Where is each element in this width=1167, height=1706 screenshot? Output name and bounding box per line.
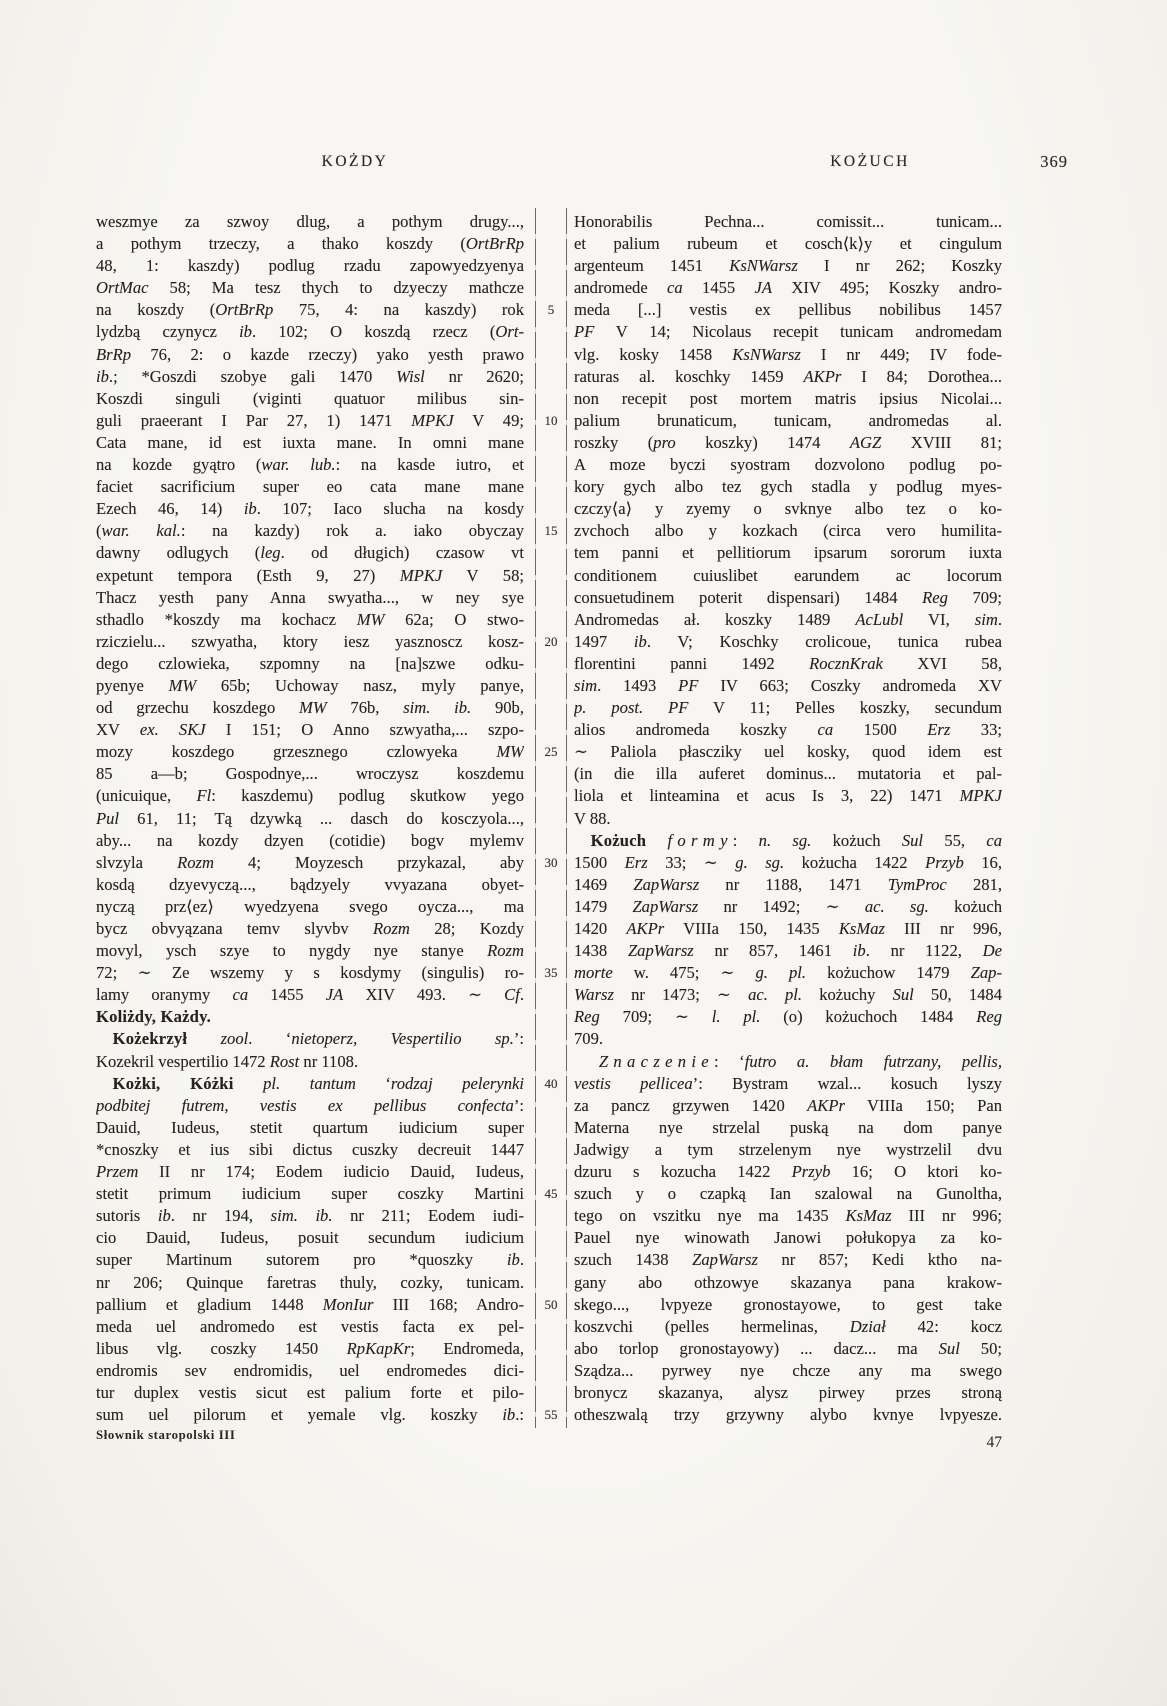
text-line: Ezech 46, 14) ib. 107; Iaco slucha na kosdy: [96, 499, 524, 519]
text-line: Kożekrzył zool. ‘nietoperz, Vespertilio sp.’:: [112, 1029, 524, 1049]
text-line: gany abo othzowye skazanya pana krakow-: [574, 1272, 1002, 1292]
text-line: morte w. 475; ∼ g. pl. kożuchow 1479 Zap-: [574, 963, 1002, 983]
text-line: weszmye za szwoy dlug, a pothym drugy...,: [96, 212, 524, 231]
text-line: conditionem cuiuslibet earundem ac locorum: [574, 565, 1002, 585]
text-line: XV ex. SKJ I 151; O Anno szwyatha,... szpo-: [96, 720, 524, 740]
text-line: aby... na kozdy dzyen (cotidie) bogv mylemv: [96, 830, 524, 850]
text-line: non recepit post mortem matris ipsius Nicolai...: [574, 388, 1002, 408]
text-line: bronycz skazanya, alysz pirwey przes stroną: [574, 1382, 1002, 1402]
text-line: faciet sacrificium super eo cata mane mane: [96, 477, 524, 497]
text-line: nr 206; Quinque faretras thuly, cozky, tunicam.: [96, 1272, 524, 1292]
text-line: zvchoch albo y kozkach (circa vero humilita-: [574, 521, 1002, 541]
text-line: vlg. kosky 1458 KsNWarsz I nr 449; IV fode-: [574, 344, 1002, 364]
text-line: Pauel nye winowath Janowi połukopya za ko-: [574, 1228, 1002, 1248]
column-left: [96, 211, 524, 1426]
text-line: rziczielu... szwyatha, ktory iesz yasznoscz kosz-: [96, 631, 524, 651]
text-line: lamy oranymy ca 1455 JA XIV 493. ∼ Cf.: [96, 985, 524, 1005]
text-line: na kozde gyątro (war. lub.: na kasde iutro, et: [96, 455, 524, 475]
text-line: ib.; *Goszdi szobye gali 1470 Wisl nr 2620;: [96, 366, 524, 386]
text-line: pyenye MW 65b; Uchoway nasz, myly panye,: [96, 675, 524, 695]
text-line: endromis sev endromidis, uel endromedes dici-: [96, 1360, 524, 1380]
running-head-left: KOŻDY: [321, 153, 389, 170]
text-line: podbitej futrem, vestis ex pellibus confecta’:: [96, 1095, 524, 1115]
text-line: dego czlowieka, szpomny na [na]szwe odku-: [96, 653, 524, 673]
text-line: Sządza... pyrwey nye chcze any ma swego: [574, 1360, 1002, 1380]
text-line: (unicuique, Fl: kaszdemu) podlug skutkow yego: [96, 786, 524, 806]
text-line: Koszdi singuli (viginti quatuor milibus sin-: [96, 388, 524, 408]
text-line: kory gych albo tez gych stadla y podlug myes-: [574, 477, 1002, 497]
text-line: *cnoszky et ius sibi dictus cuszky decreuit 1447: [96, 1139, 524, 1159]
text-line: sthadlo *koszdy ma kochacz MW 62a; O stwo-: [96, 609, 524, 629]
line-number: 25: [544, 744, 558, 760]
text-line: 1497 ib. V; Koschky crolicoue, tunica rubea: [574, 631, 1002, 651]
gutter-line-numbers: [536, 211, 566, 1431]
text-line: Koliżdy, Każdy.: [96, 1007, 212, 1027]
text-line: Andromedas ał. koszky 1489 AcLubl VI, sim.: [574, 609, 1002, 629]
text-line: 48, 1: kaszdy) podlug rzadu zapowyedzyenya: [96, 256, 524, 276]
text-line: 1500 Erz 33; ∼ g. sg. kożucha 1422 Przyb 16,: [574, 852, 1002, 872]
text-line: (war. kal.: na kazdy) rok a. iako obyczay: [96, 521, 524, 541]
text-line: argenteum 1451 KsNWarsz I nr 262; Koszky: [574, 256, 1002, 276]
text-line: A moze byczi syostram dozvolono podlug po-: [574, 455, 1002, 475]
text-line: vestis pellicea’: Bystram wzal... kosuch lyszy: [574, 1073, 1002, 1093]
text-line: Pul 61, 11; Tą dzywką ... dasch do kosczyola...,: [96, 808, 524, 828]
text-line: 1469 ZapWarsz nr 1188, 1471 TymProc 281,: [574, 874, 1002, 894]
text-line: abo torlop gronostayowy) ... dacz... ma Sul 50;: [574, 1338, 1002, 1358]
line-number: 30: [544, 854, 558, 870]
text-line: OrtMac 58; Ma tesz thych to dzyeczy mathcze: [96, 278, 524, 298]
line-number: 50: [544, 1296, 558, 1312]
text-line: kosdą dzyevyczą..., bądzyely vvyazana obyet-: [96, 874, 524, 894]
text-line: ∼ Paliola płascziky uel kosky, quod idem est: [574, 742, 1002, 762]
text-line: (in die illa auferet dominus... mutatoria et pal-: [574, 764, 1002, 784]
text-line: BrRp 76, 2: o kazde rzeczy) yako yesth prawo: [96, 344, 524, 364]
text-line: 1479 ZapWarsz nr 1492; ∼ ac. sg. kożuch: [574, 896, 1002, 916]
line-number: 35: [544, 965, 558, 981]
line-number: 20: [544, 633, 558, 649]
text-line: cio Dauid, Iudeus, posuit secundum iudicium: [96, 1228, 524, 1248]
text-line: consuetudinem poterit dispensari) 1484 Reg 709;: [574, 587, 1002, 607]
text-line: Warsz nr 1473; ∼ ac. pl. kożuchy Sul 50, 1484: [574, 985, 1002, 1005]
text-line: koszvchi (pelles hermelinas, Dział 42: kocz: [574, 1316, 1002, 1336]
text-line: meda [...] vestis ex pellibus nobilibus 1457: [574, 300, 1002, 320]
line-number: 55: [544, 1407, 558, 1423]
text-line: palium brunaticum, tunicam, andromedas al.: [574, 410, 1002, 430]
text-line: andromede ca 1455 JA XIV 495; Koszky andro-: [574, 278, 1002, 298]
text-line: dzuru s kozucha 1422 Przyb 16; O ktori ko-: [574, 1162, 1002, 1182]
text-line: od grzechu koszdego MW 76b, sim. ib. 90b,: [96, 698, 524, 718]
text-line: roszky (pro koszky) 1474 AGZ XVIII 81;: [574, 432, 1002, 452]
line-number: 5: [547, 302, 555, 318]
running-head-right: KOŻUCH: [830, 153, 910, 170]
text-line: czczy⟨a⟩ y zyemy o svknye albo tez o ko-: [574, 499, 1002, 519]
text-line: tem panni et pellitiorum ipsarum sororum iuxta: [574, 543, 1002, 563]
text-line: dawny odlugych (leg. od długich) czasow vt: [96, 543, 524, 563]
text-line: Honorabilis Pechna... comissit... tunicam...: [574, 212, 1002, 231]
text-line: raturas al. koschky 1459 AKPr I 84; Dorothea...: [574, 366, 1002, 386]
footer-sheet-number: 47: [986, 1434, 1002, 1451]
text-line: florentini panni 1492 RocznKrak XVI 58,: [574, 653, 1002, 673]
text-line: Kozekril vespertilio 1472 Rost nr 1108.: [96, 1051, 359, 1071]
text-line: za pancz grzywen 1420 AKPr VIIIa 150; Pan: [574, 1095, 1002, 1115]
text-line: nyczą prz⟨ez⟩ wyedzyena svego oycza..., ma: [96, 896, 524, 916]
text-line: Reg 709; ∼ l. pl. (o) kożuchoch 1484 Reg: [574, 1007, 1002, 1027]
text-line: et palium rubeum et cosch⟨k⟩y et cingulum: [574, 234, 1002, 254]
text-line: liola et linteamina et acus Is 3, 22) 1471 MPKJ: [574, 786, 1002, 806]
line-number: 15: [544, 523, 558, 539]
text-line: 72; ∼ Ze wszemy y s kosdymy (singulis) ro-: [96, 963, 524, 983]
text-line: Kożuch formy: n. sg. kożuch Sul 55, ca: [590, 830, 1002, 850]
column-rule-right: [566, 208, 567, 1428]
footer-volume-label: Słownik staropolski III: [96, 1428, 236, 1442]
text-line: a pothym trzeczy, a thako koszdy (OrtBrRp: [96, 234, 524, 254]
text-line: Jadwigy a tym strzelenym nye wystrzelil dvu: [574, 1139, 1002, 1159]
text-line: szuch 1438 ZapWarsz nr 857; Kedi ktho na-: [574, 1250, 1002, 1270]
text-line: tur duplex vestis sicut est palium forte et pilo-: [96, 1382, 524, 1402]
text-line: meda uel andromedo est vestis facta ex pel-: [96, 1316, 524, 1336]
text-line: Materna nye strzelal puską na dom panye: [574, 1117, 1002, 1137]
page-number: 369: [1040, 152, 1068, 171]
text-line: Cata mane, id est iuxta mane. In omni mane: [96, 432, 524, 452]
text-line: expetunt tempora (Esth 9, 27) MPKJ V 58;: [96, 565, 524, 585]
text-line: mozy koszdego grzesznego czlowyeka MW: [96, 742, 524, 762]
text-line: skego..., lvpyeze gronostayowe, to gest take: [574, 1294, 1002, 1314]
text-line: Znaczenie: ‘futro a. błam futrzany, pellis,: [598, 1051, 1002, 1071]
text-line: tego on vszitku nye ma 1435 KsMaz III nr 996;: [574, 1206, 1002, 1226]
text-line: 1420 AKPr VIIIa 150, 1435 KsMaz III nr 996,: [574, 919, 1002, 938]
text-line: alios andromeda koszky ca 1500 Erz 33;: [574, 720, 1002, 740]
text-line: sum uel pilorum et yemale vlg. koszky ib.:: [96, 1405, 524, 1425]
text-line: PF V 14; Nicolaus recepit tunicam andromedam: [574, 322, 1002, 342]
text-line: otheszwalą trzy grzywny alybo kvnye lvpyesze.: [574, 1405, 1002, 1425]
line-number: 40: [544, 1075, 558, 1091]
text-line: 85 a—b; Gospodnye,... wroczysz koszdemu: [96, 764, 524, 784]
line-number: 10: [544, 412, 558, 428]
text-line: sutoris ib. nr 194, sim. ib. nr 211; Eodem iudi-: [96, 1206, 524, 1226]
text-line: guli praeerant I Par 27, 1) 1471 MPKJ V 49;: [96, 410, 524, 430]
text-line: lydzbą czynycz ib. 102; O koszdą rzecz (Ort-: [96, 322, 524, 342]
text-line: stetit primum iudicium super coszky Martini: [96, 1184, 524, 1204]
text-line: szuch y o czapką Ian szalowal na Gunoltha,: [574, 1184, 1002, 1204]
text-line: p. post. PF V 11; Pelles koszky, secundum: [574, 698, 1002, 718]
text-line: Przem II nr 174; Eodem iudicio Dauid, Iudeus,: [96, 1162, 524, 1182]
text-line: Dauid, Iudeus, stetit quartum iudicium super: [96, 1117, 524, 1137]
text-line: V 88.: [574, 808, 611, 828]
text-line: slvzyla Rozm 4; Moyzesch przykazal, aby: [96, 852, 524, 872]
text-line: super Martinum sutorem pro *quoszky ib.: [96, 1250, 524, 1270]
text-line: bycz obvyązana temv slyvbv Rozm 28; Kozdy: [96, 919, 524, 938]
text-line: pallium et gladium 1448 MonIur III 168; Andro-: [96, 1294, 524, 1314]
line-number: 45: [544, 1186, 558, 1202]
text-line: 709.: [574, 1029, 604, 1049]
text-line: libus vlg. coszky 1450 RpKapKr; Endromeda,: [96, 1338, 524, 1358]
text-line: movyl, ysch szye to nygdy nye stanye Rozm: [96, 941, 524, 961]
text-line: 1438 ZapWarsz nr 857, 1461 ib. nr 1122, De: [574, 941, 1002, 961]
text-line: Kożki, Kóżki pl. tantum ‘rodzaj pelerynki: [112, 1073, 524, 1093]
text-line: sim. 1493 PF IV 663; Coszky andromeda XV: [574, 675, 1002, 695]
text-line: na koszdy (OrtBrRp 75, 4: na kaszdy) rok: [96, 300, 524, 320]
column-right: [574, 211, 1002, 1426]
text-line: Thacz yesth pany Anna swyatha..., w ney sye: [96, 587, 524, 607]
